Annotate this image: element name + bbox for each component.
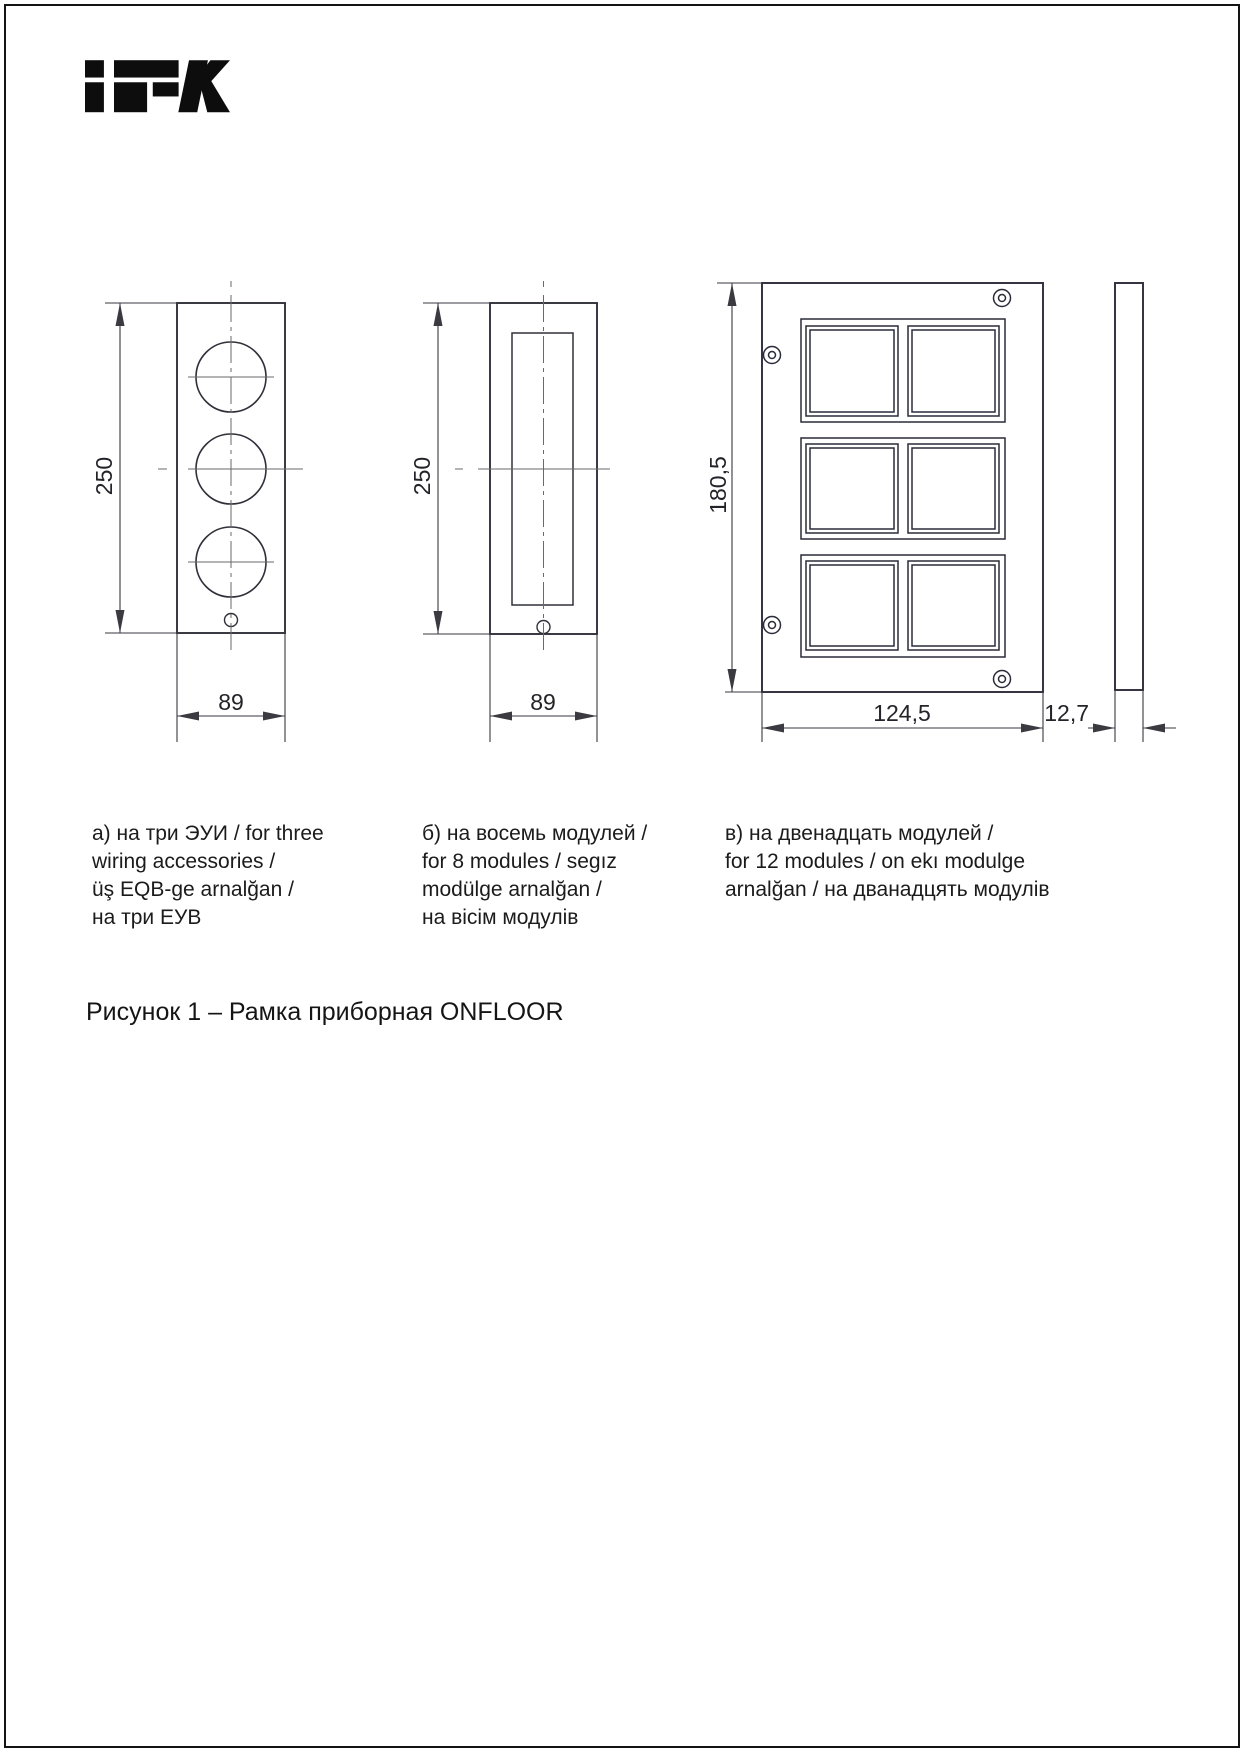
logo-i-stem (85, 82, 104, 112)
module-window-inner (810, 330, 894, 412)
caption-line: modülge arnalğan / (422, 878, 602, 901)
logo-k-lower-arm (201, 80, 230, 112)
iek-logo-graphic (85, 60, 230, 114)
caption-three-accessories (92, 820, 324, 932)
arrowhead-down (116, 610, 125, 633)
module-window-inner (912, 565, 995, 646)
arrowhead-right (263, 712, 285, 721)
dimension-height-b: 250 (409, 456, 435, 496)
caption-12-modules (725, 820, 1050, 904)
drawing-three-accessories (85, 250, 385, 770)
module-window (806, 561, 898, 650)
caption-8-modules (422, 820, 647, 932)
arrowhead-right (1021, 724, 1043, 733)
arrowhead-left (177, 712, 199, 721)
arrowhead-down (434, 611, 443, 634)
module-window (908, 561, 999, 650)
logo-e-top (114, 60, 179, 77)
screw-right-top (994, 290, 1011, 307)
logo-e-mid (153, 82, 179, 96)
dimension-height-a: 250 (91, 456, 117, 496)
row-outline (801, 319, 1005, 422)
caption-line: for 12 modules / on ekı modulge (725, 850, 1026, 873)
figure-caption: Рисунок 1 – Рамка приборная ONFLOOR (86, 998, 564, 1026)
drawing-b-centerlines (455, 281, 610, 654)
module-row-1 (801, 319, 1005, 422)
caption-line: на три ЕУВ (92, 906, 202, 929)
drawing-12-modules (640, 250, 1200, 770)
row-outline (801, 555, 1005, 657)
logo-i-dot (85, 60, 104, 77)
logo-e-block (114, 82, 147, 112)
caption-line: üş EQB-ge arnalğan / (92, 878, 294, 901)
row-outline (801, 438, 1005, 539)
side-view-profile (1115, 283, 1143, 690)
module-window (908, 326, 999, 416)
module-window-inner (912, 448, 995, 529)
caption-line: а) на три ЭУИ / for three (92, 822, 324, 845)
caption-line: б) на восемь модулей / (422, 822, 648, 845)
caption-line: на вісім модулів (422, 906, 579, 929)
caption-line: в) на двенадцать модулей / (725, 822, 994, 845)
arrowhead-into-left (1093, 724, 1115, 733)
module-window (806, 444, 898, 533)
caption-line: for 8 modules / segız (422, 850, 617, 873)
module-window-inner (912, 330, 995, 412)
frame-outline (762, 283, 1043, 692)
dimension-depth-c: 12,7 (1044, 700, 1089, 726)
drawing-b-dimensions (423, 303, 597, 742)
dimension-height-c: 180,5 (705, 456, 731, 514)
caption-line: wiring accessories / (92, 850, 276, 873)
screw-right-bottom (994, 671, 1011, 688)
drawing-c-body (762, 283, 1143, 692)
drawing-a-centerlines (158, 281, 303, 654)
arrowhead-up (116, 303, 125, 326)
module-row-3 (801, 555, 1005, 657)
caption-line: arnalğan / на дванадцять модулів (725, 878, 1050, 901)
iek-logo-glyphs (85, 60, 230, 112)
arrowhead-left (490, 712, 512, 721)
drawing-c-dimensions (717, 283, 1176, 742)
iek-logo (85, 60, 230, 114)
screw-left-top (764, 347, 781, 364)
module-window-inner (810, 448, 894, 529)
arrowhead-up (728, 283, 737, 306)
dimension-width-a: 89 (218, 689, 244, 715)
arrowhead-down (728, 669, 737, 692)
arrowhead-up (434, 303, 443, 326)
arrowhead-right (575, 712, 597, 721)
module-window (908, 444, 999, 533)
module-window (806, 326, 898, 416)
drawing-a-dimensions (105, 303, 285, 742)
module-row-2 (801, 438, 1005, 539)
arrowhead-left (762, 724, 784, 733)
dimension-width-c: 124,5 (873, 700, 931, 726)
arrowhead-into-right (1143, 724, 1165, 733)
module-window-inner (810, 565, 894, 646)
drawing-8-modules (360, 250, 660, 770)
screw-left-bottom (764, 617, 781, 634)
dimension-width-b: 89 (530, 689, 556, 715)
